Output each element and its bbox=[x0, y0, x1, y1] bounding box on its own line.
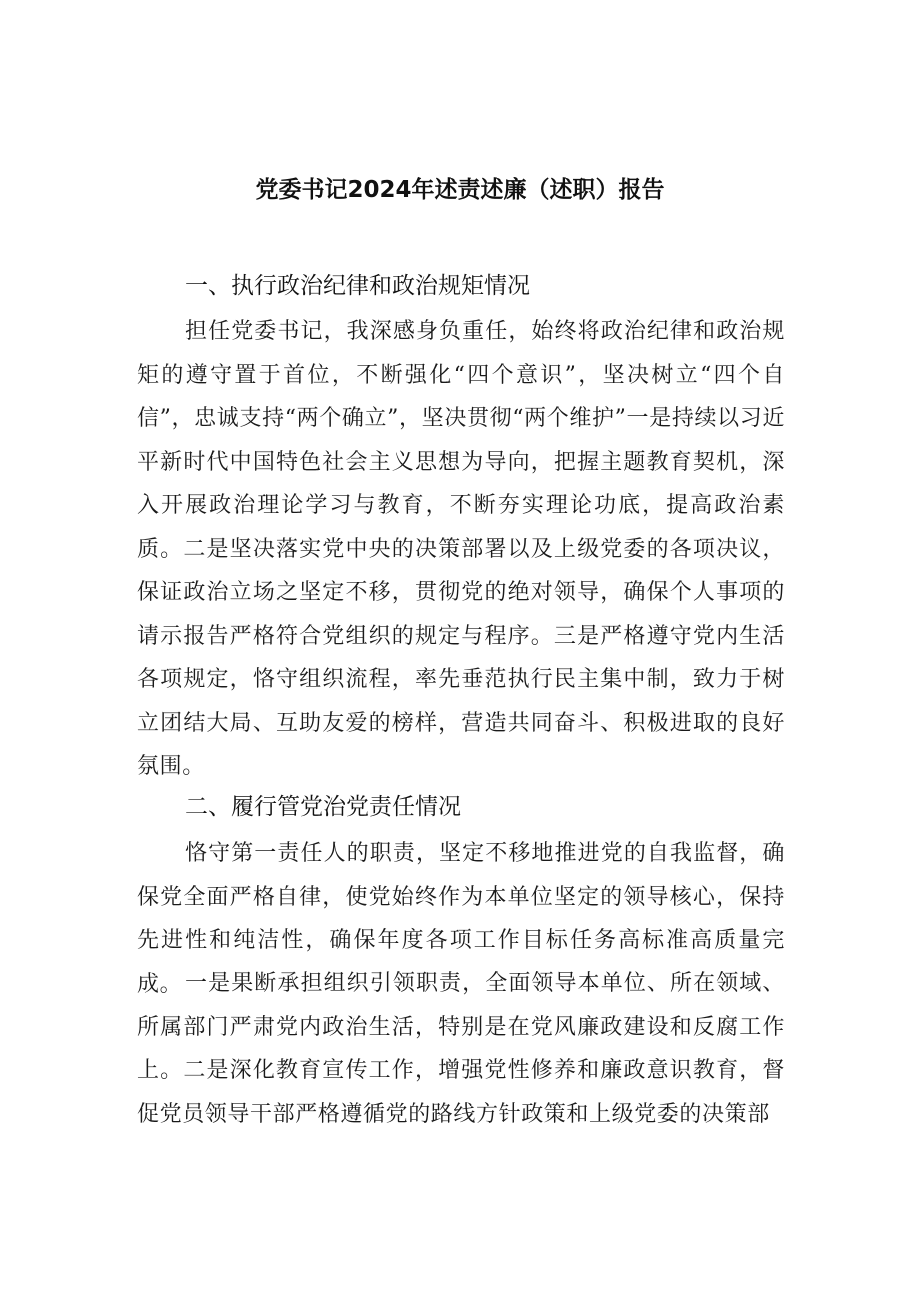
section-2-paragraph-1: 恪守第一责任人的职责，坚定不移地推进党的自我监督，确保党全面严格自律，使党始终作为本单位坚定的领导核心，保持先进性和纯洁性，确保年度各项工作目标任务高标准高质量完成。 bbox=[137, 841, 785, 997]
document-title: 党委书记2024年述责述廉（述职）报告 bbox=[255, 177, 665, 203]
section-heading-2: 二、履行管党治党责任情况 bbox=[185, 794, 461, 820]
section-2-paragraph-2: 一是果断承担组织引领职责，全面领导本单位、所在领域、所属部门严肃党内政治生活，特别是在党风廉政建设和反腐工作上。二是深化教育宣传工作，增强党性修养和廉政意识教育，督促党员领导干部严格遵循党的路线方针政策和上级党委的决策部 bbox=[137, 971, 785, 1127]
section-1-paragraph-1: 担任党委书记，我深感身负重任，始终将政治纪律和政治规矩的遵守置于首位，不断强化“四个意识”，坚决树立“四个自信”，忠诚支持“两个确立”，坚决贯彻“两个维护”一是持续以习近平新时代中国特色社会主义思想为导向，把握主题教育契机，深入开展政治理论学习与教育，不断夯实理论功底，提高政治素质。二是坚决落实党中央的决策部署以及上级党委的各项决议，保证政治立场之坚定不移，贯彻党的绝对领导，确保个人事项的请示报告严格符合党组织的规定与程序。三是严格遵守党内生活各项规定，恪守组织流程，率先垂范执行民主集中制，致力于树立团结大局、互助友爱的榜样，营造共同奋斗、积极进取的良好氛围。 bbox=[137, 319, 785, 779]
section-heading-1: 一、执行政治纪律和政治规矩情况 bbox=[185, 273, 530, 299]
